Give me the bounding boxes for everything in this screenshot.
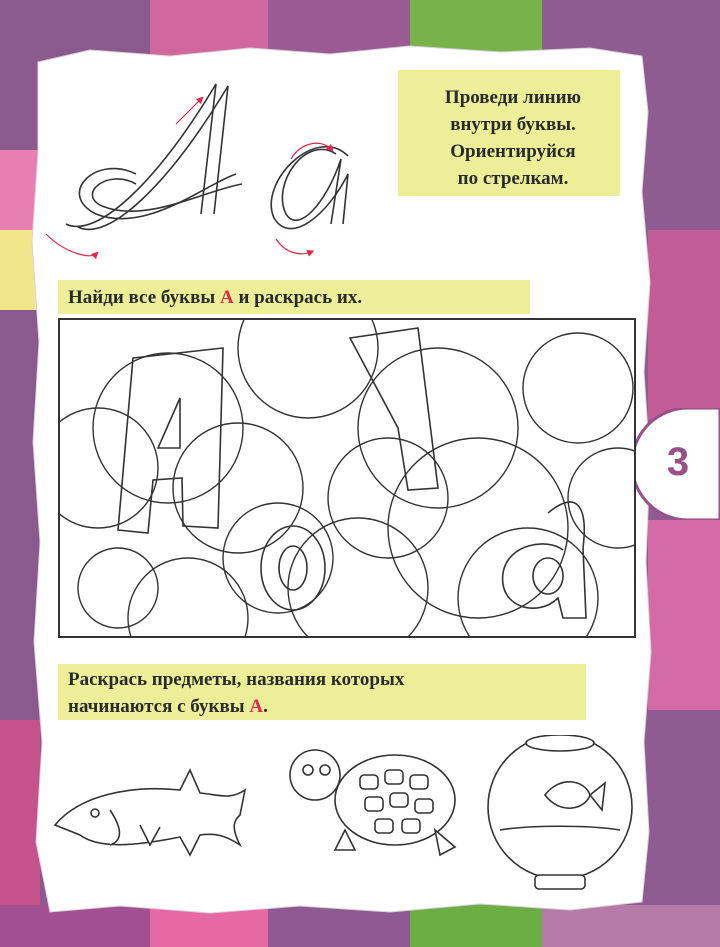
instruction-2-text-end: и раскрась их.	[233, 287, 363, 308]
instruction-1-line1: Проведи линию	[444, 87, 582, 108]
shark-picture[interactable]	[55, 770, 245, 855]
aquarium-picture[interactable]	[488, 735, 632, 889]
page-number: 3	[666, 440, 690, 484]
turtle-picture[interactable]	[290, 750, 455, 855]
right-pink-block-2	[648, 520, 720, 710]
top-band	[0, 0, 720, 40]
instruction-2-text: Найди все буквы	[68, 287, 220, 308]
coloring-pictures	[40, 735, 640, 910]
instruction-1-line4: по стрелкам.	[457, 168, 569, 189]
instruction-1-line3: Ориентируйся	[450, 141, 576, 162]
letter-upper: А	[54, 264, 55, 265]
instruction-3-line1: Раскрась предметы, названия которых	[68, 669, 405, 690]
letter-tracing	[36, 64, 376, 274]
instruction-1-line2: внутри буквы.	[450, 114, 576, 135]
instruction-2	[68, 284, 362, 311]
letter-a-highlight: А	[219, 287, 234, 308]
find-letters-puzzle	[58, 318, 636, 638]
right-pink-block	[648, 230, 720, 420]
instruction-3-period: .	[263, 696, 268, 717]
instruction-3-line2: начинаются с буквы	[68, 696, 250, 717]
letter-a-highlight-2: А	[249, 696, 264, 717]
instruction-3	[68, 666, 404, 720]
instruction-1	[410, 84, 616, 192]
